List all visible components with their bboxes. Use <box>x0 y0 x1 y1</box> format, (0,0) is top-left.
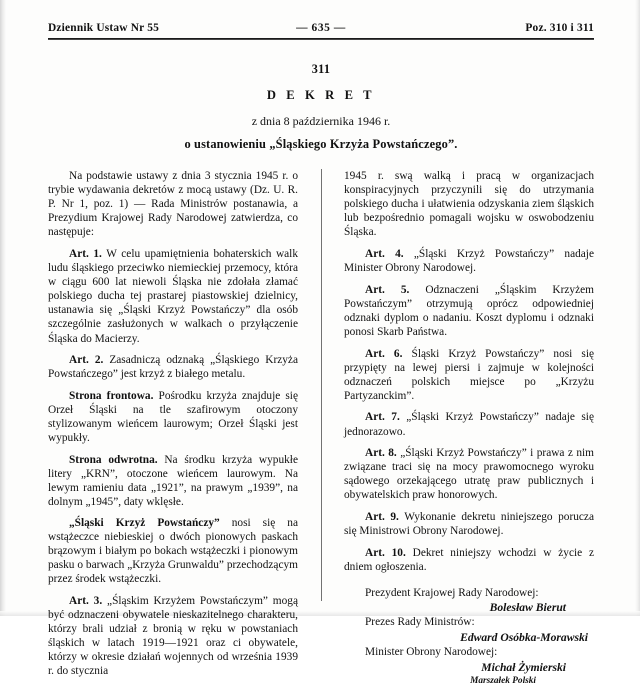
article-1-label: Art. 1. <box>69 247 102 260</box>
page-number: — 635 — <box>296 22 346 34</box>
article-6-text: Śląski Krzyż Powstańczy” nosi się przypięty na lewej piersi i zajmuje w kolejności odznaczeń polskich miejsce po „Krzyżu Partyzanckim”. <box>344 347 595 402</box>
paragraph-article-3-continued: 1945 r. swą walką i pracą w organizacjach konspiracyjnych przyczynili się do utrzymania polskiego ducha i ułatwienia odzyskania ziem śląskich lub bezpośrednio pomagali wojsku w oswobodzeniu Śląska. <box>344 170 594 239</box>
signatory-rank: Marszałek Polski <box>470 675 536 686</box>
decree-date: z dnia 8 października 1946 r. <box>251 114 391 128</box>
column-gutter <box>298 169 344 601</box>
article-7-text: „Śląski Krzyż Powstańczy” nadaje się jednorazowo. <box>344 411 594 438</box>
article-7-label: Art. 7. <box>365 411 400 424</box>
body-columns <box>48 169 595 686</box>
article-10-label: Art. 10. <box>365 546 406 559</box>
ribbon-text: nosi się na wstążeczce niebieskiej o dwóch pionowych paskach brązowym i białym po bokach wstążeczki i pionowym pasku o barwach „Krzyża Grunwaldu” przechodzącym przez środek wstążeczki. <box>48 516 298 585</box>
back-side-text: Na środku krzyża wypukłe litery „KRN”, otoczone wieńcem laurowym. Na lewym ramieniu data „1921”, na prawym „1939”, na dolnym „1945”, daty wklęsłe. <box>48 453 298 508</box>
left-column <box>48 169 299 677</box>
right-column <box>344 169 595 686</box>
article-4-label: Art. 4. <box>365 247 404 260</box>
journal-title: Dziennik Ustaw Nr 55 <box>48 22 160 34</box>
paragraph-article-7 <box>344 410 594 438</box>
article-8-label: Art. 8. <box>365 447 397 460</box>
running-head <box>48 22 594 37</box>
document-type: D E K R E T <box>266 88 376 102</box>
paragraph-article-4 <box>344 247 594 275</box>
article-3-label: Art. 3. <box>69 594 103 607</box>
column-divider-rule <box>321 169 322 601</box>
article-9-text: Wykonanie dekretu niniejszego porucza się Ministrowi Obrony Narodowej. <box>344 510 594 538</box>
article-5-label: Art. 5. <box>365 283 410 296</box>
article-2-label: Art. 2. <box>69 354 104 367</box>
scan-edge-right <box>635 0 640 616</box>
article-2-text: Zasadniczą odznaką „Śląskiego Krzyża Powstańczego” jest krzyż z białego metalu. <box>48 354 298 381</box>
signatory-role: Prezydent Krajowej Rady Narodowej: <box>365 586 539 599</box>
back-side-label: Strona odwrotna. <box>69 453 158 466</box>
signatory-name: Michał Żymierski <box>481 660 566 674</box>
item-reference: Poz. 310 i 311 <box>525 22 594 34</box>
paragraph-preamble: Na podstawie ustawy z dnia 3 stycznia 1945 r. o trybie wydawania dekretów z mocą ustawy (Dz. U. R. P. Nr 1, poz. 1) — Rada Ministrów postanawia, a Prezydium Krajowej Rady Narodowej zatwierdza, co następuje: <box>48 170 298 239</box>
signatory-role: Minister Obrony Narodowej: <box>365 646 498 659</box>
paragraph-ribbon <box>48 516 298 586</box>
article-3-text: „Śląskim Krzyżem Powstańczym” mogą być odznaczeni obywatele nieskazitelnego charakteru, którzy brali udział z bronią w ręku w powstaniach śląskich w latach 1919—1921 oraz ci obywatele, którzy w okresie działań wojennych od września 1939 r. do stycznia <box>48 594 298 677</box>
signature-block <box>344 586 594 688</box>
paragraph-article-3 <box>48 594 298 679</box>
paragraph-article-5 <box>344 283 594 339</box>
signatory-role: Prezes Rady Ministrów: <box>365 616 475 629</box>
decree-number: 311 <box>311 62 331 76</box>
paragraph-article-1 <box>48 247 298 346</box>
article-9-label: Art. 9. <box>365 510 399 523</box>
page-content <box>48 22 595 686</box>
paragraph-article-10 <box>344 546 594 574</box>
signatory-name: Edward Osóbka-Morawski <box>460 631 588 645</box>
scan-edge-left <box>0 0 6 616</box>
article-1-text: W celu upamiętnienia bohaterskich walk ludu śląskiego przeciwko niemieckiej przemocy, która w ciągu 600 lat niewoli Śląska nie zdołała złamać polskiego ducha tej prastarej piastowskiej dzielnicy, ustanawia się „Śląski Krzyż Powstańczy” dla osób szczególnie zasłużonych w walkach o przyłączenie Śląska do Macierzy. <box>48 247 299 345</box>
front-side-text: Pośrodku krzyża znajduje się Orzeł Śląski na tle szafirowym otoczony stylizowanym wieńcem laurowym; Orzeł Śląski jest wypukły. <box>48 389 298 445</box>
article-8-text: „Śląski Krzyż Powstańczy” i prawa z nim związane traci się na mocy prawomocnego wyroku sądowego orzekającego utratę praw publicznych i obywatelskich praw honorowych. <box>344 447 594 502</box>
paragraph-back-side <box>48 453 298 509</box>
article-5-text: Odznaczeni „Śląskim Krzyżem Powstańczym” otrzymują oprócz odpowiedniej odznaki dyplom o nadaniu. Koszt dyplomu i odznaki ponosi Skarb Państwa. <box>344 283 594 338</box>
paragraph-article-9 <box>344 510 594 538</box>
article-4-text: „Śląski Krzyż Powstańczy” nadaje Minister Obrony Narodowej. <box>344 247 594 275</box>
ribbon-label: „Śląski Krzyż Powstańczy” <box>69 516 220 529</box>
paragraph-article-6 <box>344 347 594 403</box>
paragraph-article-2 <box>48 353 298 381</box>
paragraph-front-side <box>48 389 298 445</box>
paragraph-article-8 <box>344 446 594 502</box>
article-6-label: Art. 6. <box>365 347 403 360</box>
header-rule <box>48 38 594 40</box>
decree-title-block <box>48 62 594 152</box>
signatory-name: Bolesław Bierut <box>489 601 566 615</box>
decree-subject: o ustanowieniu „Śląskiego Krzyża Powstańczego”. <box>184 137 458 151</box>
article-10-text: Dekret niniejszy wchodzi w życie z dniem ogłoszenia. <box>344 546 595 573</box>
front-side-label: Strona frontowa. <box>69 389 154 402</box>
